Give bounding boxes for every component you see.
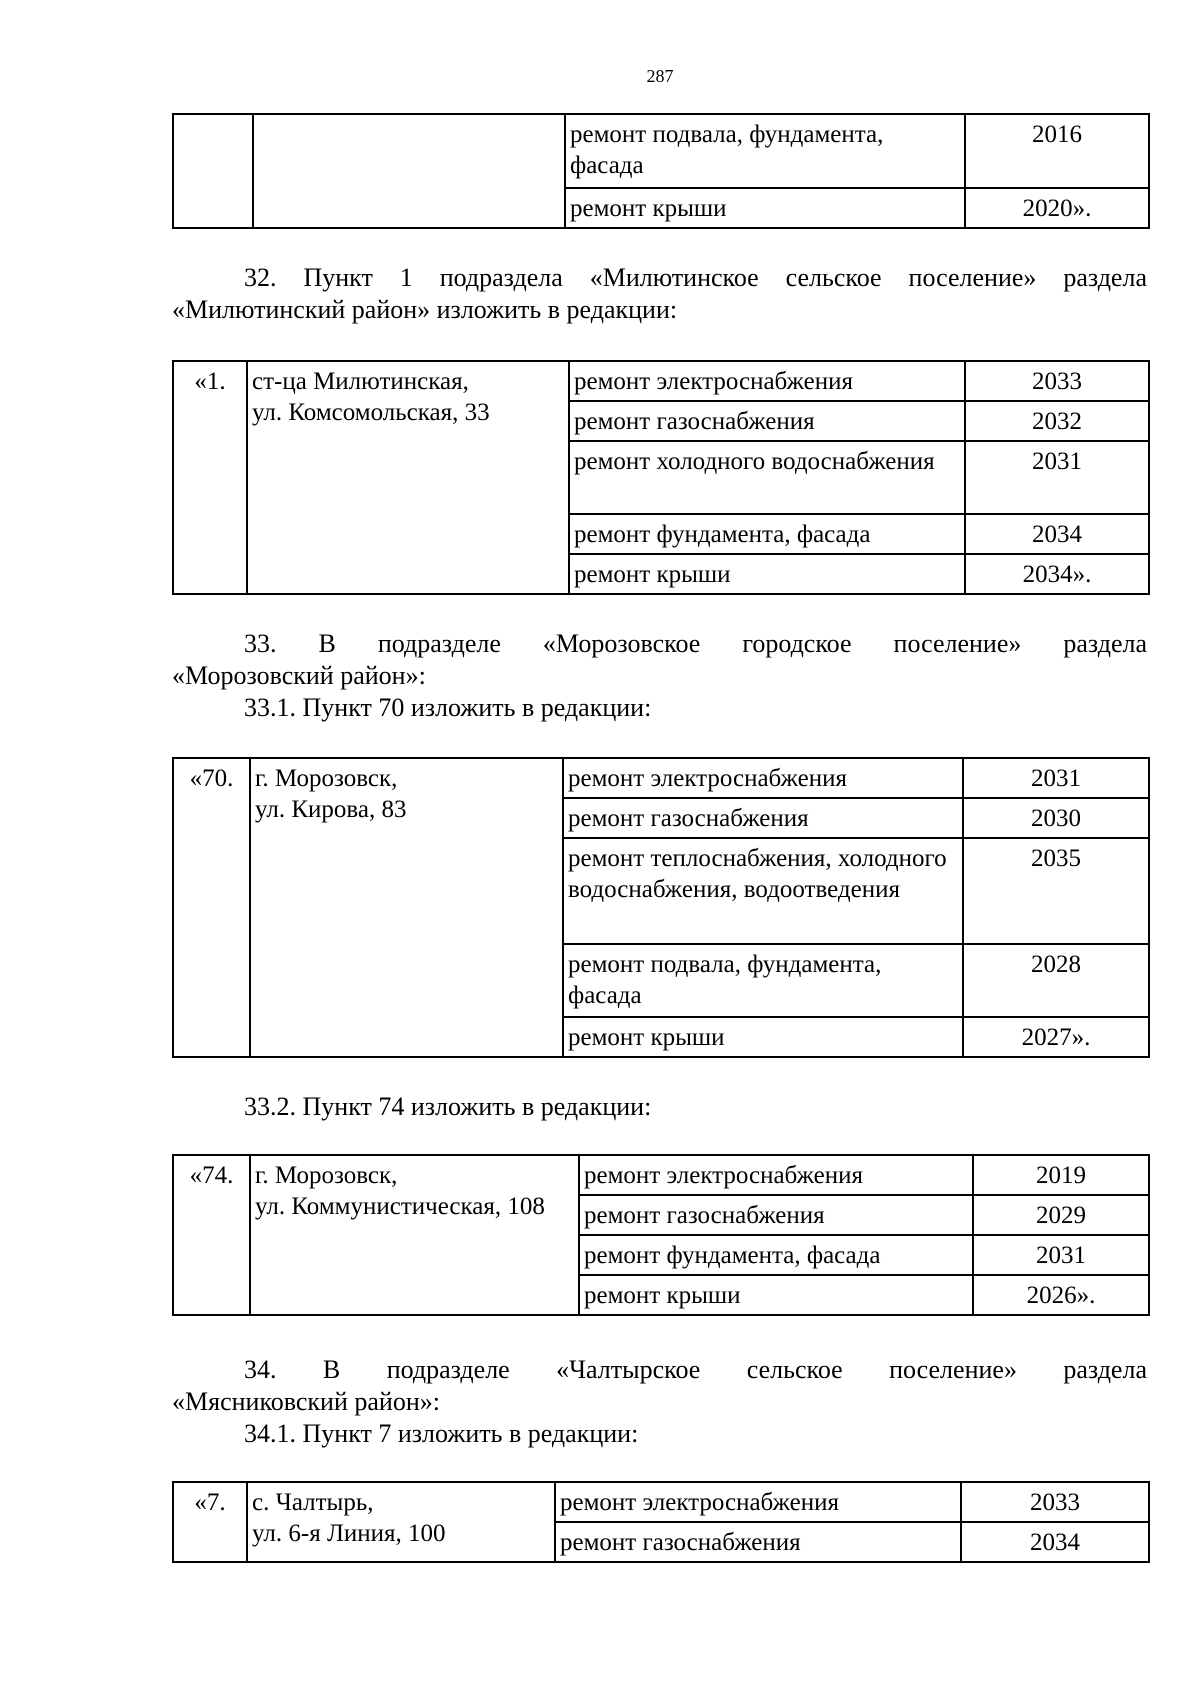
address-cell: г. Морозовск, ул. Кирова, 83 [250, 758, 563, 1057]
table-row [173, 361, 1149, 401]
work-cell: ремонт электроснабжения [555, 1482, 961, 1522]
table-row [173, 1482, 1149, 1522]
paragraph-line: «Морозовский район»: [172, 661, 426, 690]
year-cell: 2033 [961, 1482, 1149, 1522]
paragraph-32 [172, 262, 1147, 326]
table-item-74 [172, 1154, 1150, 1316]
paragraph-33 [172, 628, 1147, 692]
year-cell: 2031 [965, 441, 1149, 514]
address-cell: г. Морозовск, ул. Коммунистическая, 108 [250, 1155, 579, 1315]
table-item-1 [172, 360, 1150, 595]
table-row [173, 1155, 1149, 1195]
work-cell: ремонт фундамента, фасада [569, 514, 965, 554]
work-cell: ремонт газоснабжения [569, 401, 965, 441]
work-cell: ремонт крыши [579, 1275, 973, 1315]
year-cell: 2020». [965, 188, 1149, 228]
table-item-70 [172, 757, 1150, 1058]
year-cell: 2030 [963, 798, 1149, 838]
work-cell: ремонт газоснабжения [579, 1195, 973, 1235]
work-cell: ремонт подвала, фундамента, фасада [565, 114, 965, 188]
num-cell: «1. [173, 361, 247, 594]
address-cell: ст-ца Милютинская, ул. Комсомольская, 33 [247, 361, 569, 594]
num-cell: «74. [173, 1155, 250, 1315]
year-cell: 2031 [973, 1235, 1149, 1275]
year-cell: 2034 [965, 514, 1149, 554]
year-cell: 2027». [963, 1017, 1149, 1057]
address-cell [253, 114, 565, 228]
num-cell: «7. [173, 1482, 247, 1562]
year-cell: 2034 [961, 1522, 1149, 1562]
table-continuation [172, 113, 1150, 229]
num-cell [173, 114, 253, 228]
work-cell: ремонт крыши [563, 1017, 963, 1057]
work-cell: ремонт теплоснабжения, холодного водоснабжения, водоотведения [563, 838, 963, 944]
work-cell: ремонт подвала, фундамента, фасада [563, 944, 963, 1017]
paragraph-line: «Мясниковский район»: [172, 1387, 440, 1416]
paragraph-34 [172, 1354, 1147, 1418]
year-cell: 2034». [965, 554, 1149, 594]
table-row [173, 758, 1149, 798]
work-cell: ремонт крыши [569, 554, 965, 594]
work-cell: ремонт электроснабжения [563, 758, 963, 798]
num-cell: «70. [173, 758, 250, 1057]
paragraph-line: 34. В подразделе «Чалтырское сельское поселение» раздела [244, 1355, 1147, 1384]
page-number: 287 [646, 66, 674, 86]
work-cell: ремонт крыши [565, 188, 965, 228]
work-cell: ремонт электроснабжения [579, 1155, 973, 1195]
year-cell: 2029 [973, 1195, 1149, 1235]
year-cell: 2026». [973, 1275, 1149, 1315]
year-cell: 2019 [973, 1155, 1149, 1195]
work-cell: ремонт газоснабжения [555, 1522, 961, 1562]
subparagraph-33-2: 33.2. Пункт 74 изложить в редакции: [244, 1092, 652, 1121]
subparagraph-34-1: 34.1. Пункт 7 изложить в редакции: [244, 1419, 639, 1448]
year-cell: 2035 [963, 838, 1149, 944]
year-cell: 2031 [963, 758, 1149, 798]
table-row [173, 114, 1149, 188]
work-cell: ремонт электроснабжения [569, 361, 965, 401]
year-cell: 2016 [965, 114, 1149, 188]
subparagraph-33-1: 33.1. Пункт 70 изложить в редакции: [244, 693, 652, 722]
year-cell: 2033 [965, 361, 1149, 401]
work-cell: ремонт фундамента, фасада [579, 1235, 973, 1275]
year-cell: 2032 [965, 401, 1149, 441]
work-cell: ремонт холодного водоснабжения [569, 441, 965, 514]
paragraph-line: 33. В подразделе «Морозовское городское поселение» раздела [244, 629, 1147, 658]
paragraph-line: 32. Пункт 1 подраздела «Милютинское сельское поселение» раздела [244, 263, 1147, 292]
table-item-7 [172, 1481, 1150, 1563]
year-cell: 2028 [963, 944, 1149, 1017]
paragraph-line: «Милютинский район» изложить в редакции: [172, 295, 678, 324]
address-cell: с. Чалтырь, ул. 6-я Линия, 100 [247, 1482, 555, 1562]
work-cell: ремонт газоснабжения [563, 798, 963, 838]
